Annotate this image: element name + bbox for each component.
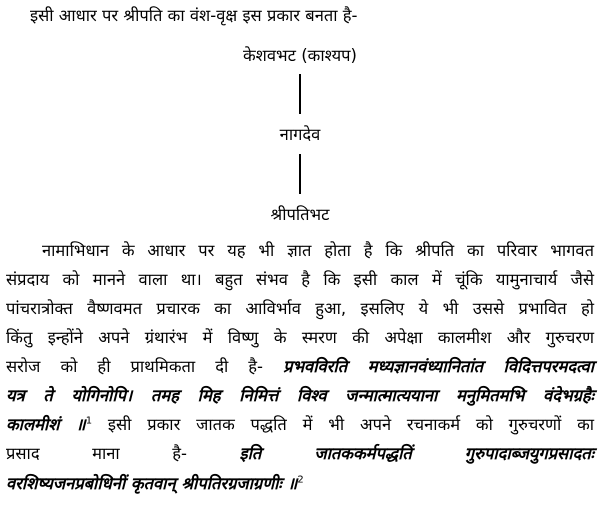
sanskrit-verse-5: वरशिष्यजनप्रबोधिनीं कृतवान् श्रीपतिरग्रजाग्रणीः ॥: [6, 474, 298, 493]
tree-connector-2: [299, 154, 301, 194]
intro-line: इसी आधार पर श्रीपति का वंश-वृक्ष इस प्रकार बनता है-: [30, 6, 358, 25]
para-line-7: [6, 413, 594, 437]
para-line-7-text: इसी प्रकार जातक पद्धति में भी अपने रचनाकर्म को गुरुचरणों का: [107, 415, 595, 434]
sanskrit-verse-2: यत्र ते योगिनोपि। तमह मिह निमित्तं विश्व जन्मात्मात्ययाना मनुमितमभि वंदेभग्रहैः: [6, 386, 594, 405]
sanskrit-verse-3: कालमीशं ॥: [6, 415, 86, 434]
para-line-2: संप्रदाय को मानने वाला था। बहुत संभव है कि इसी काल में चूंकि यामुनाचार्य जैसे: [6, 270, 594, 289]
para-line-3: पांचरात्रोक्त वैष्णवमत प्रचारक का आविर्भाव हुआ, इसलिए ये भी उससे प्रभावित हो: [6, 299, 594, 318]
para-line-8: [6, 442, 594, 466]
para-line-5: [6, 355, 594, 379]
tree-middle: नागदेव: [279, 125, 321, 144]
tree-leaf: श्रीपतिभट: [270, 205, 330, 224]
tree-connector-1: [299, 74, 301, 114]
footnote-1: 1: [85, 415, 93, 427]
sanskrit-verse-4: इति जातककर्मपद्धतिं गुरुपादाब्जयुगप्रसादतः: [239, 444, 594, 463]
para-line-4: किंतु इन्होंने अपने ग्रंथारंभ में विष्णु के स्मरण की अपेक्षा कालमीश और गुरुचरण: [6, 328, 594, 347]
tree-root: केशवभट (काश्यप): [242, 46, 357, 65]
para-line-5-text: सरोज को ही प्राथमिकता दी है-: [6, 357, 264, 376]
para-line-8-text: प्रसाद माना है-: [6, 444, 187, 463]
footnote-2: 2: [297, 474, 304, 486]
sanskrit-verse-1: प्रभवविरति मध्यज्ञानवंध्यानितांत विदित्तपरमदत्वा: [283, 357, 594, 376]
para-line-1: नामाभिधान के आधार पर यह भी ज्ञात होता है कि श्रीपति का परिवार भागवत: [42, 241, 594, 260]
para-line-9: [6, 472, 304, 496]
